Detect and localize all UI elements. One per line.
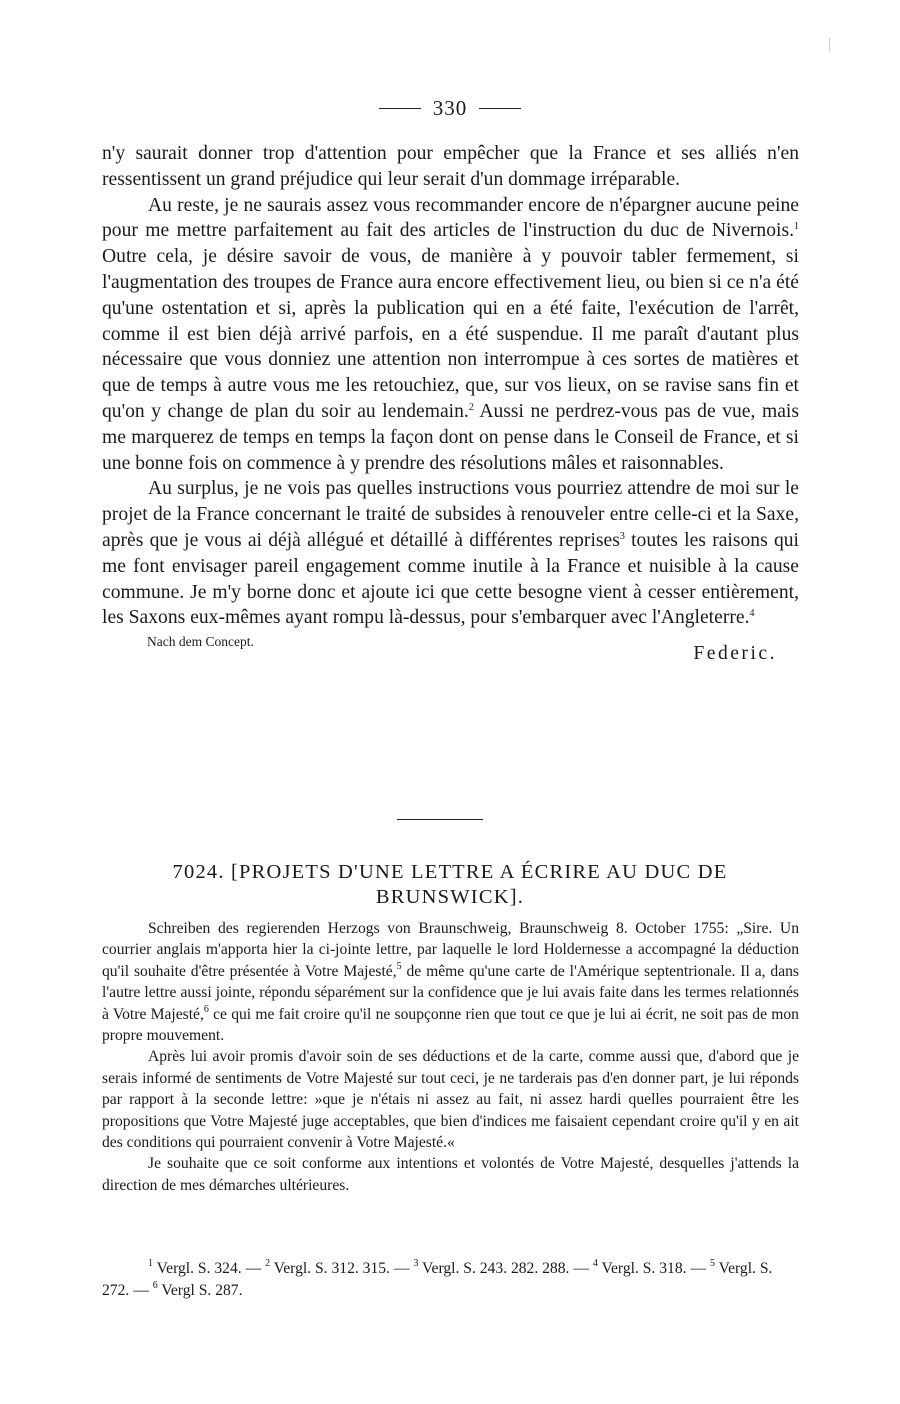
letter-text: de même qu'une carte de l'Amérique septentrionale. Il a, dans l'autre lettre aussi jointe, répondu séparément sur la confidence que je lui avais faite dans les termes relationnés à Votre Majesté, <box>102 962 799 1023</box>
footnote-text: Vergl S. 287. <box>161 1281 243 1299</box>
paragraph-instructions <box>102 193 799 477</box>
signature: Federic. <box>693 643 777 665</box>
paragraph-text: toutes les raisons qui me font envisager pareil engagement comme inutile à la France et nuisible à la cause commune. Je m'y borne donc et ajoute ici que cette besogne vient à cesser entièrement, les Saxons eux-mêmes ayant rompu là-dessus, pour s'embarquer avec l'Angleterre. <box>102 529 800 629</box>
footnote-mark: 1 <box>148 1258 153 1269</box>
footnote-separator: — <box>245 1260 262 1277</box>
footnote-ref: 1 <box>794 221 799 233</box>
entry-title: [PROJETS D'UNE LETTRE A ÉCRIRE AU DUC DE BRUNSWICK]. <box>231 861 728 908</box>
letter-paragraph: Après lui avoir promis d'avoir soin de ses déductions et de la carte, comme aussi que, d'abord que je serais informé de sentiments de Votre Majesté sur tout ceci, je ne tarderais pas d'en donner part, je lui réponds par rapport à la seconde lettre: »que je n'étais ni assez au fait, ni assez hardi quelles pourraient être les propositions que Votre Majesté juge acceptables, que bien d'indices me faisaient cependant croire qu'il y en ait des conditions qui pourraient convenir à Votre Majesté.« <box>102 1048 799 1152</box>
section-divider <box>397 819 483 820</box>
header-dash-left <box>379 108 421 109</box>
paragraph-text: Outre cela, je désire savoir de vous, de manière à y pouvoir tabler fermement, si l'augmentation des troupes de France aura encore effectivement lieu, ou bien si ce n'a été qu'une ostentation et si, après la publication qui en a été faite, l'exécution de l'arrêt, comme il est bien déjà arrivé parfois, en a été suspendue. Il me paraît d'autant plus nécessaire que vous donniez une attention non interrompue à ces sortes de matières et que de temps à autre vous me les retouchiez, que, sur vos lieux, on se ravise sans fin et qu'on y change de plan du soir au lendemain. <box>102 246 799 422</box>
footnote-ref: 6 <box>203 1003 209 1015</box>
footnote-separator: — <box>393 1260 410 1277</box>
footnote-text: Vergl. S. 272. <box>102 1260 773 1299</box>
letter-text: ce qui me fait croire qu'il ne soupçonne rien que tout ce que je lui ai écrit, ne soit pas de mon propre mouvement. <box>102 1005 799 1045</box>
footnote-text: Vergl. S. 243. 282. 288. <box>422 1260 570 1277</box>
footnote-mark: 5 <box>709 1258 715 1269</box>
footnotes <box>102 1258 799 1301</box>
page-number: 330 <box>432 96 468 120</box>
main-text <box>102 141 800 665</box>
source-note: Nach dem Concept. <box>147 634 254 650</box>
footnote-ref: 4 <box>749 608 755 620</box>
footnote-mark: 2 <box>265 1258 271 1269</box>
paragraph-subsidies <box>102 476 799 631</box>
scan-edge-mark <box>829 38 830 52</box>
footnote-text: Vergl. S. 324. <box>156 1260 242 1277</box>
footnote-line <box>102 1258 799 1301</box>
footnote-mark: 3 <box>413 1258 419 1269</box>
paragraph-text: Aussi ne perdrez-vous pas de vue, mais me marquerez de temps en temps la façon dont on pense dans le Conseil de France, et si une bonne fois on commence à y prendre des résolutions mâles et raisonnables. <box>102 400 799 474</box>
footnote-text: Vergl. S. 318. <box>601 1260 687 1277</box>
paragraph-continuation: n'y saurait donner trop d'attention pour empêcher que la France et ses alliés n'en ressentissent un grand préjudice qui leur serait d'un dommage irréparable. <box>102 143 799 190</box>
header-dash-right <box>479 108 521 109</box>
footnote-separator: — <box>690 1260 707 1277</box>
signature-line <box>102 631 799 665</box>
page-header <box>0 96 900 121</box>
letter-paragraph: Je souhaite que ce soit conforme aux intentions et volontés de Votre Majesté, desquelles j'attends la direction de mes démarches ultérieures. <box>102 1155 799 1194</box>
footnote-separator: — <box>573 1260 589 1277</box>
entry-heading <box>130 860 770 910</box>
quoted-letter <box>102 918 799 1196</box>
footnote-ref: 3 <box>619 530 625 542</box>
footnote-mark: 4 <box>592 1258 598 1269</box>
footnote-separator: — <box>133 1281 149 1299</box>
footnote-ref: 2 <box>468 401 474 413</box>
footnote-ref: 5 <box>396 960 402 972</box>
footnote-text: Vergl. S. 312. 315. <box>273 1260 390 1277</box>
paragraph-text: Au surplus, je ne vois pas quelles instructions vous pourriez attendre de moi sur le projet de la France concernant le traité de subsides à renouveler entre celle-ci et la Saxe, après que je vous ai déjà allégué et détaillé à différentes reprises <box>102 478 799 551</box>
entry-number: 7024. <box>172 861 225 883</box>
letter-paragraph <box>102 918 799 1046</box>
letter-text: Schreiben des regierenden Herzogs von Braunschweig, Braunschweig 8. October 1755: „Sire. Un courrier anglais m'apporta hier la ci-jointe lettre, par laquelle le lord Holdernesse a accompagné la déduction qu'il souhaite d'être présentée à Votre Majesté, <box>102 920 799 980</box>
footnote-mark: 6 <box>152 1279 158 1291</box>
paragraph-text: Au reste, je ne saurais assez vous recommander encore de n'épargner aucune peine pour me mettre parfaitement au fait des articles de l'instruction du duc de Nivernois. <box>102 194 799 242</box>
